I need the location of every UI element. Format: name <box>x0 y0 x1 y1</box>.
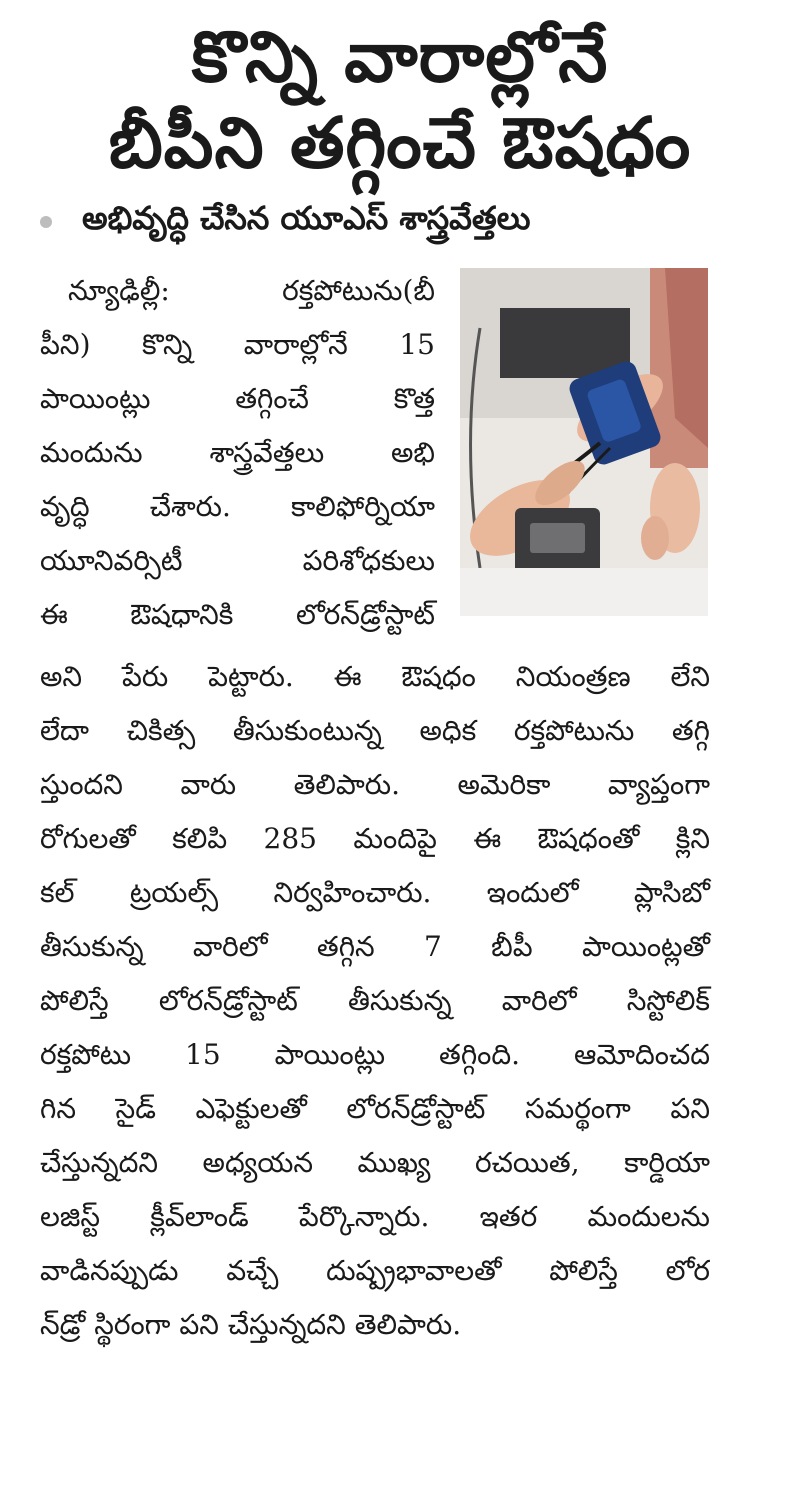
article-line: యూనివర్సిటీ పరిశోధకులు <box>40 544 435 577</box>
article-line: గిన సైడ్ ఎఫెక్టులతో లోరన్‌డ్రోస్టాట్ సమర్థంగా పని <box>40 1092 710 1125</box>
article-line: స్తుందని వారు తెలిపారు. అమెరికా వ్యాప్తంగా <box>40 768 710 801</box>
article-line: మందును శాస్త్రవేత్తలు అభి <box>40 436 435 469</box>
article-line: న్యూఢిల్లీ: రక్తపోటును(బీ <box>68 274 435 307</box>
article-line: రక్తపోటు 15 పాయింట్లు తగ్గింది. ఆమోదించద <box>40 1038 710 1071</box>
headline-line-2: బీపీని తగ్గించే ఔషధం <box>108 102 692 184</box>
article-line: రోగులతో కలిపి 285 మందిపై ఈ ఔషధంతో క్లిని <box>40 822 710 855</box>
subheadline-text: అభివృద్ధి చేసిన యూఎస్ శాస్త్రవేత్తలు <box>82 199 531 237</box>
article-line: పాయింట్లు తగ్గించే కొత్త <box>40 382 435 415</box>
article-line: వాడినప్పుడు వచ్చే దుష్ప్రభావాలతో పోలిస్తే లోర <box>40 1254 710 1287</box>
article-line: అని పేరు పెట్టారు. ఈ ఔషధం నియంత్రణ లేని <box>40 660 710 693</box>
article-line: వృద్ధి చేశారు. కాలిఫోర్నియా <box>40 490 435 523</box>
article-line: తీసుకున్న వారిలో తగ్గిన 7 బీపీ పాయింట్లతో <box>40 930 710 963</box>
bullet-icon <box>40 216 52 228</box>
article-line: చేస్తున్నదని అధ్యయన ముఖ్య రచయిత, కార్డియా <box>40 1146 710 1179</box>
blood-pressure-illustration <box>460 268 708 616</box>
blood-pressure-photo <box>460 268 708 616</box>
subheadline <box>40 196 780 248</box>
article-line: లేదా చికిత్స తీసుకుంటున్న అధిక రక్తపోటును తగ్గి <box>40 714 710 747</box>
article-line-last: న్‌డ్రో స్థిరంగా పని చేస్తున్నదని తెలిపారు. <box>40 1308 462 1341</box>
article-line: కల్ ట్రయల్స్ నిర్వహించారు. ఇందులో ప్లాసిబో <box>40 876 710 909</box>
article-line: ఈ ఔషధానికి లోరన్‌డ్రోస్టాట్ <box>40 598 435 631</box>
article-line: లజిస్ట్ క్లీవ్‌లాండ్ పేర్కొన్నారు. ఇతర మందులను <box>40 1200 710 1233</box>
article-line: పోలిస్తే లోరన్‌డ్రోస్టాట్ తీసుకున్న వారిలో సిస్టోలిక్ <box>40 984 710 1017</box>
headline-line-1: కొన్ని వారాల్లోనే <box>191 16 609 98</box>
article-line: పీని) కొన్ని వారాల్లోనే 15 <box>40 328 435 361</box>
